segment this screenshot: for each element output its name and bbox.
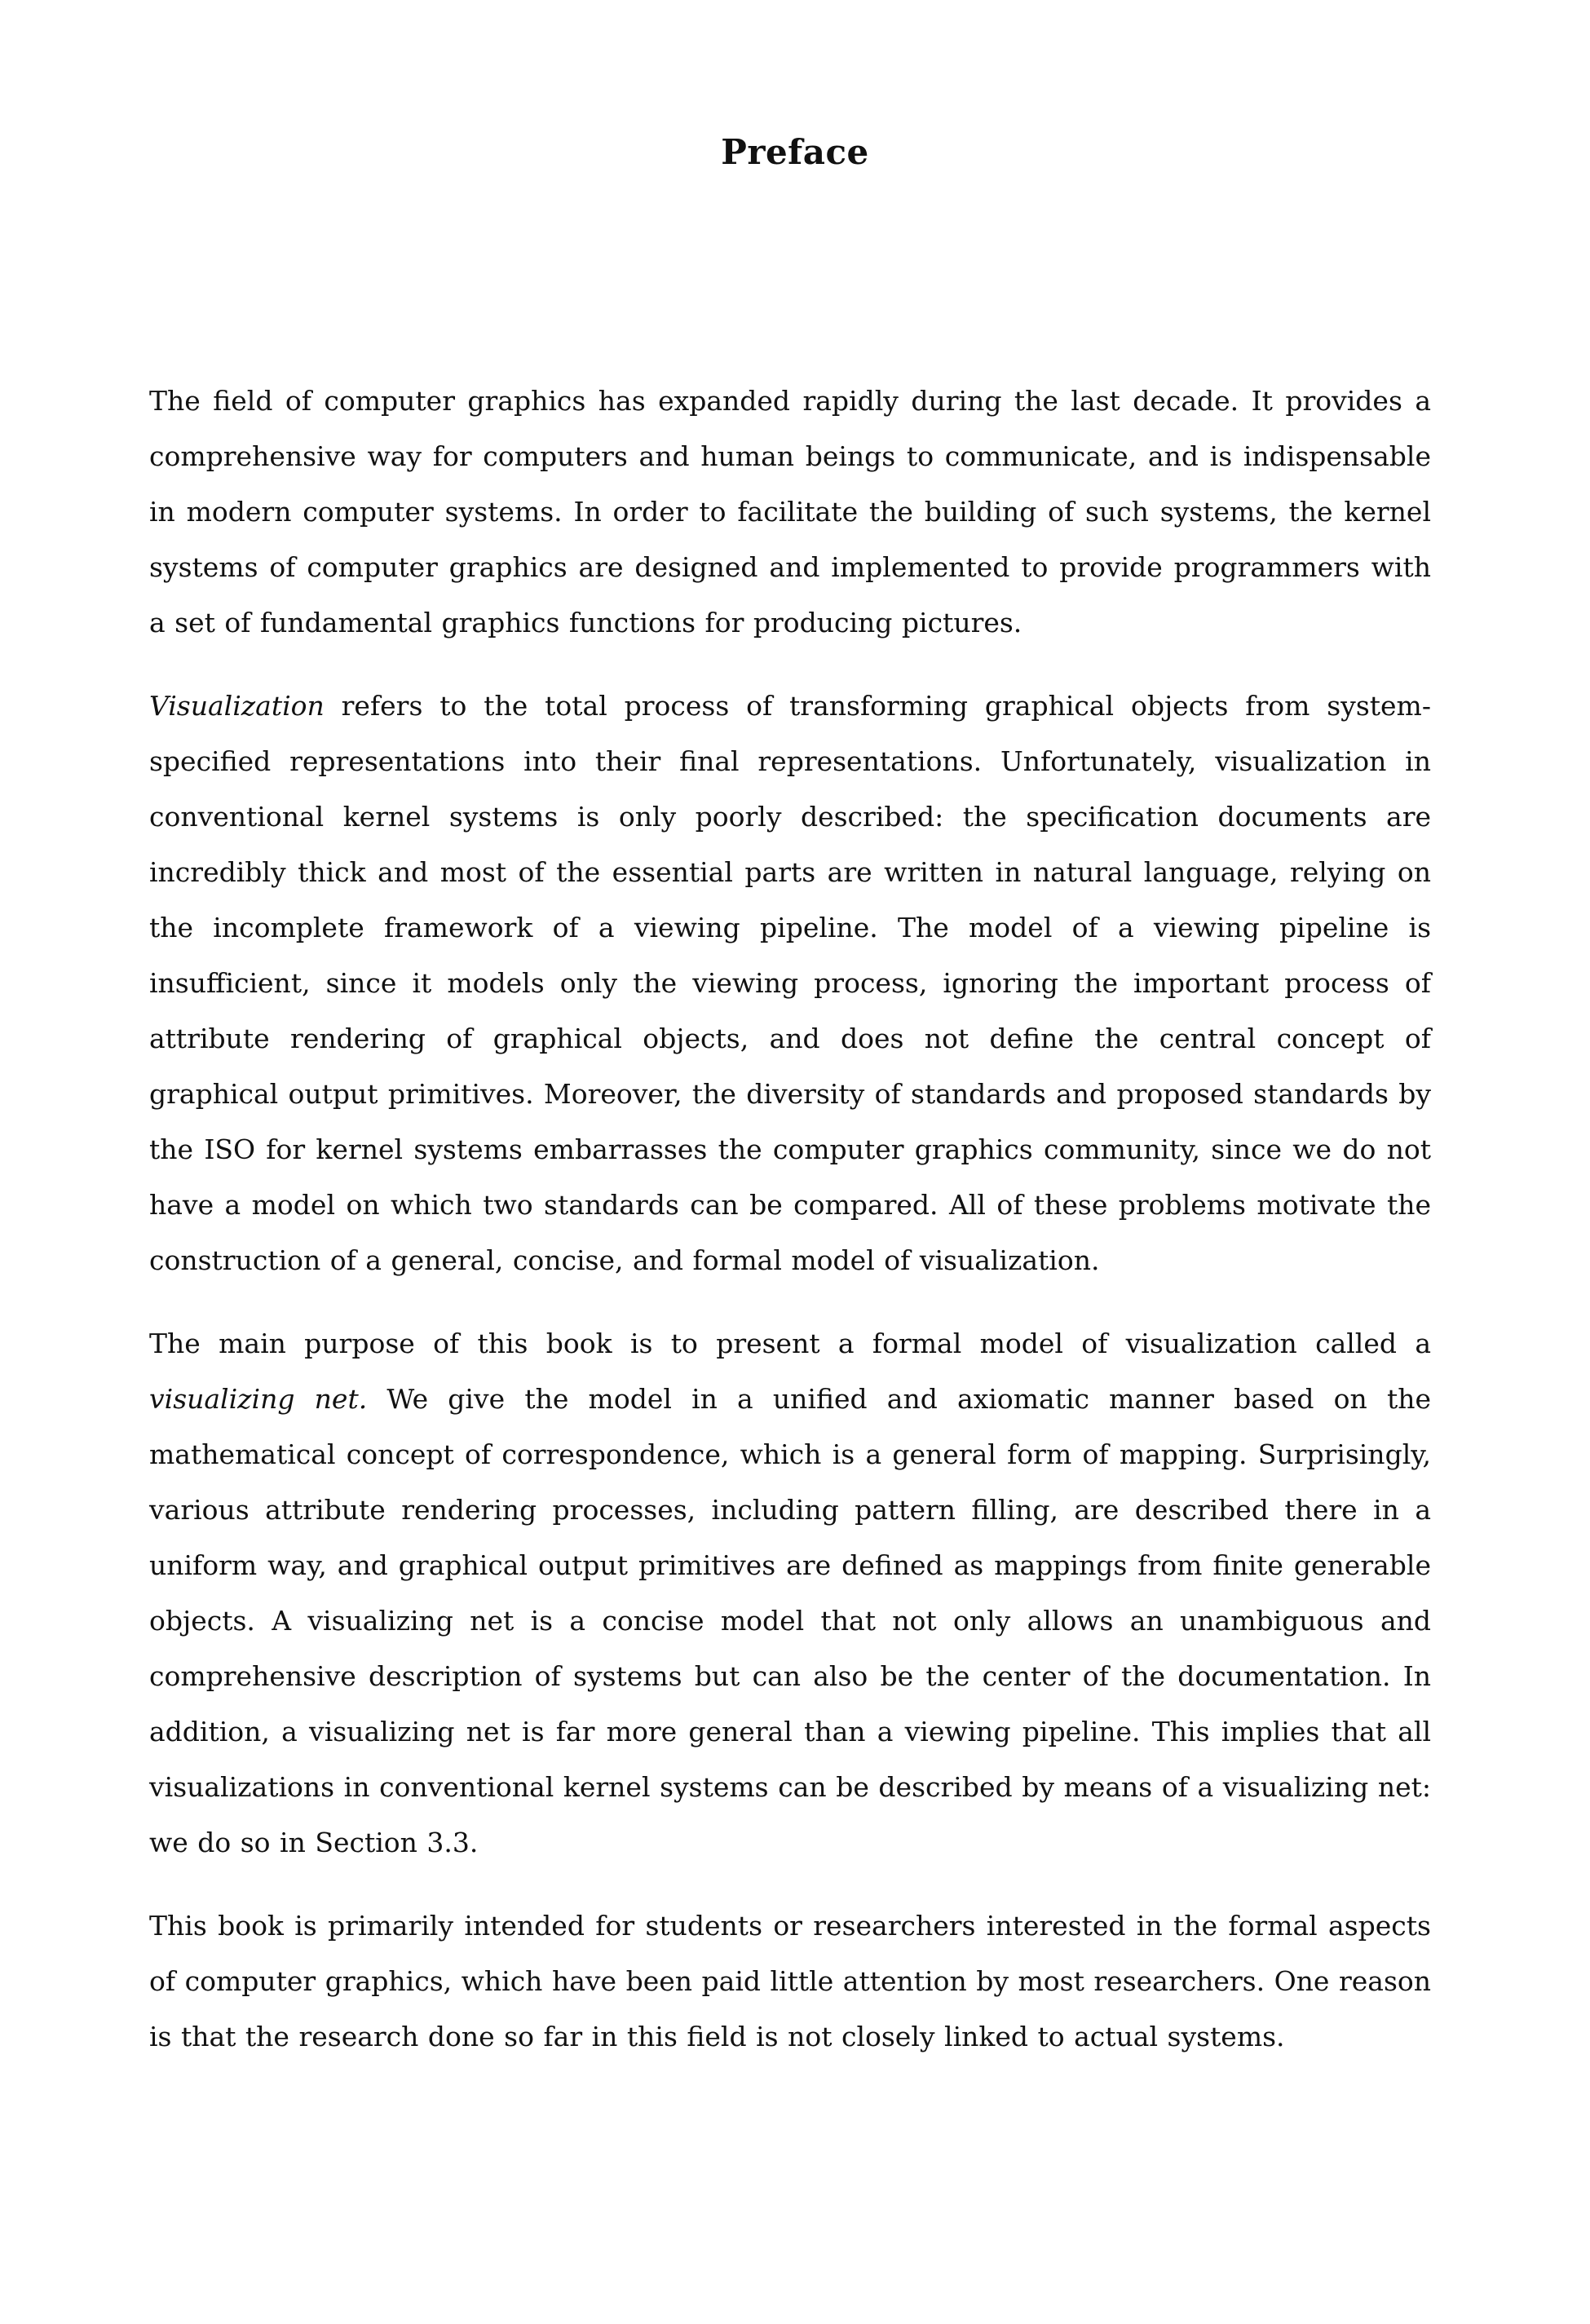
paragraph-4-text: This book is primarily intended for students or researchers interested in the formal aspects of computer graphics, which have been paid little attention by most researchers. One reason is that the research done so far in this field is not closely linked to actual systems. (149, 1910, 1431, 2052)
paragraph-2-text: refers to the total process of transforming graphical objects from system-specified representations into their final representations. Unfortunately, visualization in conventional kernel systems is only poorly described: the specification documents are incredibly thick and most of the essential parts are written in natural language, relying on the incomplete framework of a viewing pipeline. The model of a viewing pipeline is insufficient, since it models only the viewing process, ignoring the important process of attribute rendering of graphical objects, and does not define the central concept of graphical output primitives. Moreover, the diversity of standards and proposed standards by the ISO for kernel systems embarrasses the computer graphics community, since we do not have a model on which two standards can be compared. All of these problems motivate the construction of a general, concise, and formal model of visualization. (149, 690, 1431, 1276)
paragraph-1 (149, 373, 1431, 651)
paragraph-4 (149, 1898, 1431, 2065)
paragraph-3-italic-term: visualizing net. (149, 1383, 368, 1415)
paragraph-1-text: The field of computer graphics has expanded rapidly during the last decade. It provides a comprehensive way for computers and human beings to communicate, and is indispensable in modern computer systems. In order to facilitate the building of such systems, the kernel systems of computer graphics are designed and implemented to provide programmers with a set of fundamental graphics functions for producing pictures. (149, 385, 1431, 638)
paragraph-2 (149, 678, 1431, 1288)
page-title: Preface (721, 132, 869, 172)
body-text (149, 373, 1431, 2092)
paragraph-2-italic-term: Visualization (149, 690, 325, 722)
paragraph-3-text-lead: The main purpose of this book is to present a formal model of visualization called a (149, 1328, 1431, 1359)
paragraph-3-text: We give the model in a unified and axiomatic manner based on the mathematical concept of correspondence, which is a general form of mapping. Surprisingly, various attribute rendering processes, including pattern filling, are described there in a uniform way, and graphical output primitives are defined as mappings from finite generable objects. A visualizing net is a concise model that not only allows an unambiguous and comprehensive description of systems but can also be the center of the documentation. In addition, a visualizing net is far more general than a viewing pipeline. This implies that all visualizations in conventional kernel systems can be described by means of a visualizing net: we do so in Section 3.3. (149, 1383, 1432, 1858)
paragraph-3 (149, 1316, 1431, 1871)
